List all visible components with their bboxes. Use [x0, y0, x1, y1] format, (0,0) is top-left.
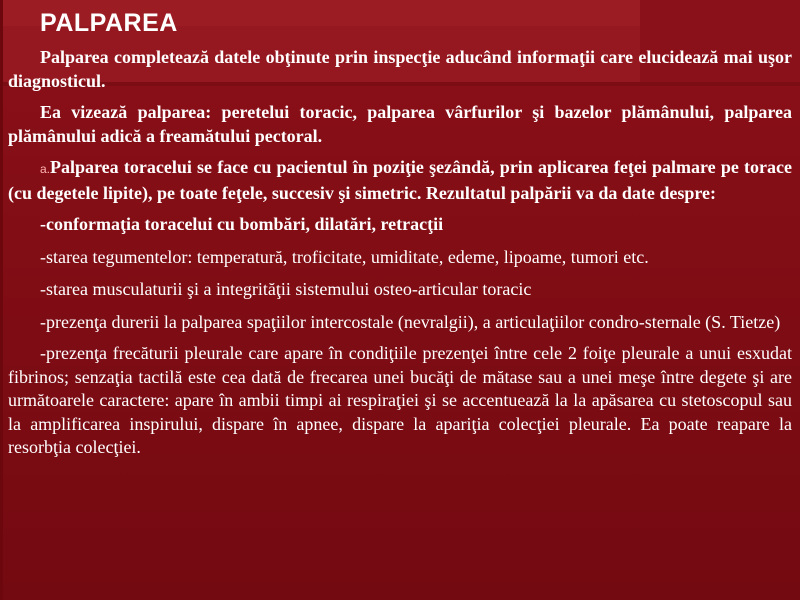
paragraph-scope: Ea vizează palparea: peretelui toracic, palparea vârfurilor şi bazelor plămânului, palparea plămânului adică a freamătului pectoral. [8, 102, 792, 146]
paragraph-technique [8, 156, 792, 205]
paragraph-intro: Palparea completează datele obţinute prin inspecţie aducând informaţii care elucidează mai uşor diagnosticul. [8, 47, 792, 91]
list-marker-a: a. [40, 162, 51, 176]
background-left-edge [0, 0, 3, 600]
bullet-pleural-rub: -prezenţa frecăturii pleurale care apare în condiţiile prezenţei între cele 2 foiţe pleurale a unui esxudat fibrinos; senzaţia tactilă este cea dată de frecarea unei bucăţi de mătase sau a unei meşe între degete şi are următoarele caractere: apare în ambii timpi ai respiraţiei şi se accentuează la la apăsarea cu stetoscopul sau la amplificarea inspirului, dispare în apnee, dispare la apariţia colecţiei pleurale. Ea poate reapare la resorbţia colecţiei. [8, 343, 792, 457]
slide-content [8, 4, 792, 468]
bullet-skin: -starea tegumentelor: temperatură, troficitate, umiditate, edeme, lipoame, tumori etc. [40, 246, 649, 267]
paragraph-technique-text: Palparea toracelui se face cu pacientul în poziţie şezândă, prin aplicarea feţei palmare pe torace (cu degetele lipite), pe toate feţele, succesiv şi simetric. Rezultatul palpării va da date despre: [8, 157, 792, 203]
slide-title: PALPAREA [40, 9, 178, 37]
bullet-pain: -prezenţa durerii la palparea spaţiilor intercostale (nevralgii), a articulaţiilor condro-sternale (S. Tietze) [40, 311, 781, 332]
bullet-muscles: -starea musculaturii şi a integrităţii sistemului osteo-articular toracic [40, 279, 532, 299]
bullet-conformation: -conformaţia toracelui cu bombări, dilatări, retracţii [40, 214, 444, 234]
